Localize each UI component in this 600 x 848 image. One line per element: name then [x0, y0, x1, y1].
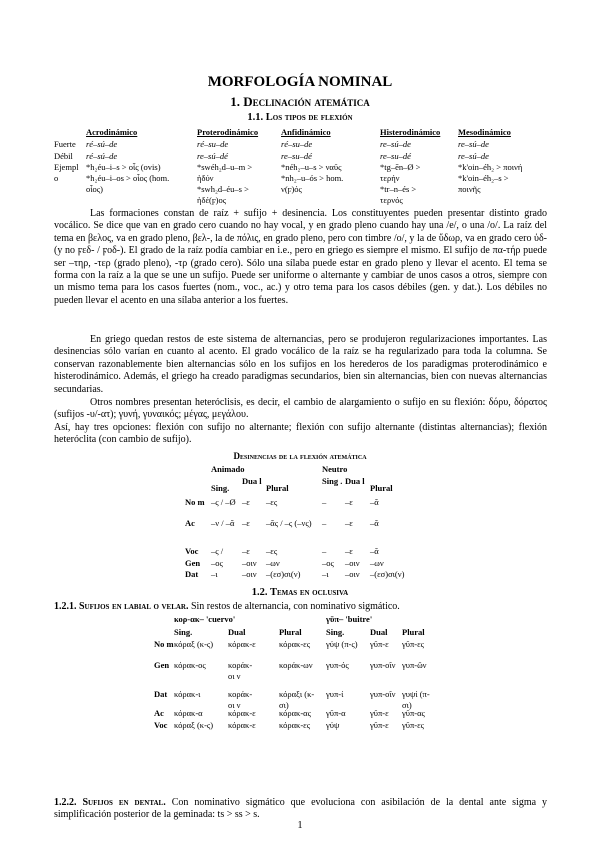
paragraph-2-text: En griego quedan restos de este sistema de alternancias, pero se produjeron regularizaciones importantes. Las desinencias sólo varían en cuanto al acento. El grado vocálico de la raíz se ha regularizado para toda la columna. Se conservan razonablemente bien alternancias sólo en los sufijos en los herederos de los paradigmas proterodinámico e histerodinámico. Además, el griego ha creado paradigmas secundarios, bien sin alternancias, bien con nuevas alternancias secundarias. [54, 334, 547, 395]
des-cell: – [322, 546, 327, 556]
labial-cell: γῦπ-ας [402, 708, 425, 718]
paragraph-3-text: Otros nombres presentan heteróclisis, es decir, el cambio de alargamiento o sufijo en su flexión: δόρυ, δόρατος (sufijos -υ/-ατ); γυνή, γυναικός; μέγας, μεγάλου. [54, 397, 547, 421]
example-4-line-4: τερνός [380, 195, 403, 205]
paragraph-4 [54, 422, 547, 447]
row-label-debil: Débil [54, 151, 73, 161]
des-cell: –ε [345, 546, 353, 556]
des-cell: –ε [242, 546, 250, 556]
word-gyp: γῡπ– 'buitre' [326, 614, 373, 624]
paragraph-1 [54, 208, 547, 307]
group-neutro: Neutro [322, 464, 348, 474]
labial-cell: γύψ [326, 720, 340, 730]
labial-col-header: Plural [279, 627, 302, 637]
row-label-fuerte: Fuerte [54, 139, 76, 149]
des-cell: –ε [242, 497, 250, 507]
labial-cell: κόρακ-ος [174, 660, 206, 670]
page-title: MORFOLOGÍA NOMINAL [207, 74, 393, 90]
cell-fuerte-1: ré–sú–de [86, 139, 118, 149]
des-cell: –ος [322, 558, 334, 568]
labial-cell: κόρακ-ε [228, 708, 256, 718]
labial-cell: κοράκ-ων [279, 660, 313, 670]
row-label-ejemplo: Ejempl [54, 162, 79, 172]
des-cell: –ες [266, 497, 278, 507]
des-cell: –οιν [242, 569, 257, 579]
example-2-line-1: *swéh₂d–u–m > [197, 162, 253, 172]
cell-debil-1: ré–sú–de [86, 151, 118, 161]
labial-cell: γυψί (π-σι) [402, 689, 430, 710]
example-1-line-1: *h₂éu–i–s > οἶς (ovis) [86, 162, 161, 172]
labial-cell: κόρακ-ι [174, 689, 201, 699]
header-anfidinamico: Anfidinámico [281, 127, 331, 137]
cell-fuerte-4: re–sú–de [380, 139, 411, 149]
example-4-line-1: *tg–ēn–Ø > [380, 162, 421, 172]
labial-case-label: No m [154, 639, 174, 649]
des-cell: –(εσ)σι(ν) [370, 569, 405, 579]
des-cell: –ε [345, 518, 353, 528]
des-cell: –οιν [345, 558, 360, 568]
example-2-line-4: ἡδέ(ϝ)ος [197, 195, 227, 205]
subsection-1-2-1 [54, 601, 400, 612]
page-number: 1 [297, 820, 303, 831]
paragraph-3 [54, 397, 547, 422]
des-case-label: Gen [185, 558, 201, 568]
labial-case-label: Gen [154, 660, 170, 670]
word-korak: κορ-ακ– 'cuervo' [174, 614, 236, 624]
example-5-line-3: ποινῆς [458, 184, 481, 194]
labial-cell: κόρακ-ε [228, 720, 256, 730]
labial-cell: γυπ-ῶν [402, 660, 427, 670]
group-animado: Animado [211, 464, 245, 474]
des-case-label: Voc [185, 546, 199, 556]
des-cell: – [322, 518, 327, 528]
subsection-1-2-2-text: Con nominativo sigmático que evoluciona con asibilación de la dental ante sigma y simplificación posterior de la geminada: ts > ss > s. [54, 797, 547, 821]
subsection-1-2-1-text: Sin restos de alternancia, con nominativo sigmático. [190, 601, 400, 612]
des-cell: –ων [370, 558, 384, 568]
col-dual: Dua l [242, 476, 262, 486]
labial-col-header: Plural [402, 627, 425, 637]
example-2-line-2: ἡδύν [197, 173, 214, 183]
labial-cell: κόρακ-ες [279, 639, 311, 649]
des-cell: –ι [322, 569, 329, 579]
labial-cell: κόρακ-ε [228, 639, 256, 649]
des-cell: –ᾰ [370, 546, 379, 556]
labial-cell: κόραξ (κ-ς) [174, 639, 214, 649]
labial-col-header: Dual [370, 627, 388, 637]
labial-cell: γῦπ-ε [370, 720, 389, 730]
labial-cell: κόρακ-ες [279, 720, 311, 730]
labial-cell: κόραξι (κ-σι) [279, 689, 315, 710]
cell-fuerte-2: ré–su–de [197, 139, 229, 149]
des-cell: –ε [345, 497, 353, 507]
labial-col-header: Sing. [174, 627, 193, 637]
example-2-line-3: *swh₂d–éu–s > [197, 184, 249, 194]
des-cell: –ος [211, 558, 223, 568]
des-cell: –οιν [242, 558, 257, 568]
cell-debil-5: re–sú–de [458, 151, 489, 161]
labial-cell: κοράκ-οι ν [228, 689, 253, 710]
labial-case-label: Voc [154, 720, 168, 730]
paragraph-4-text: Así, hay tres opciones: flexión con sufijo no alternante; flexión con sufijo alternante (distintas alternancias); flexión heteróclita (con cambio de sufijo). [54, 422, 547, 446]
labial-cell: κόρακ-ας [279, 708, 311, 718]
labial-col-header: Sing. [326, 627, 345, 637]
header-proterodinamico: Proterodinámico [197, 127, 259, 137]
example-5-line-2: *k'oin–éh₂–s > [458, 173, 509, 183]
header-histerodinamico: Histerodinámico [380, 127, 441, 137]
des-cell: –οιν [345, 569, 360, 579]
subsection-1-2-2 [54, 797, 547, 822]
col-sing: Sing. [211, 483, 230, 493]
des-cell: –(εσ)σι(ν) [266, 569, 301, 579]
labial-cell: κόρακ-α [174, 708, 203, 718]
des-cell: –ς / –Ø [211, 497, 236, 507]
example-3-line-1: *néh₂–u–s > ναῦς [281, 162, 342, 172]
labial-case-label: Ac [154, 708, 164, 718]
example-1-line-2: *h₂éu–i–os > οἶος (hom. [86, 173, 170, 183]
desinencias-title: Desinencias de la flexión atemática [233, 451, 367, 461]
des-cell: –ᾰ [370, 497, 379, 507]
paragraph-2 [54, 334, 547, 396]
subsection-1-2-1-label: 1.2.1. Sufijos en labial o velar. [54, 601, 189, 612]
example-4-line-2: τερήν [380, 173, 400, 183]
des-cell: –ᾰ [370, 518, 379, 528]
des-case-label: Dat [185, 569, 199, 579]
example-3-line-2: *nh₂–u–ós > hom. [281, 173, 344, 183]
example-4-line-3: *tr–n–és > [380, 184, 417, 194]
col-dual-neutro: Dua l [345, 476, 365, 486]
header-mesodinamico: Mesodinámico [458, 127, 511, 137]
labial-cell: γυπ-οῖν [370, 689, 396, 699]
des-cell: –ᾰς / –ς (–νς) [266, 518, 312, 528]
row-label-ejemplo-b: o [54, 173, 59, 183]
labial-cell: κοράκ-οι ν [228, 660, 253, 681]
labial-cell: γυπ-οῖν [370, 660, 396, 670]
labial-case-label: Dat [154, 689, 168, 699]
labial-cell: γύψ (π-ς) [326, 639, 358, 649]
des-case-label: No m [185, 497, 205, 507]
col-plural: Plural [266, 483, 289, 493]
labial-cell: γυπ-ός [326, 660, 349, 670]
cell-fuerte-5: re–sú–de [458, 139, 489, 149]
example-3-line-3: ν(ϝ)ός [281, 184, 302, 194]
des-cell: –ν / –ᾰ [211, 518, 235, 528]
labial-cell: γῦπ-ε [370, 639, 389, 649]
cell-debil-2: re–sú–dé [197, 151, 228, 161]
example-5-line-1: *k'oin–éh₂ > ποινή [458, 162, 523, 172]
des-cell: –ες [266, 546, 278, 556]
labial-cell: γῦπ-α [326, 708, 346, 718]
des-case-label: Ac [185, 518, 195, 528]
labial-cell: γῦπ-ε [370, 708, 389, 718]
col-plural-neutro: Plural [370, 483, 393, 493]
labial-cell: γῦπ-ες [402, 720, 425, 730]
cell-debil-3: re–su–dé [281, 151, 312, 161]
labial-cell: γῦπ-ες [402, 639, 425, 649]
example-1-line-3: οἶος) [86, 184, 103, 194]
labial-cell: γυπ-ί [326, 689, 344, 699]
section-heading-1: 1. Declinación atemática [230, 94, 370, 109]
des-cell: – [322, 497, 327, 507]
des-cell: –ε [242, 518, 250, 528]
des-cell: –ι [211, 569, 218, 579]
des-cell: –ων [266, 558, 280, 568]
labial-cell: κόραξ (κ-ς) [174, 720, 214, 730]
des-cell: –ς / [211, 546, 224, 556]
section-heading-1-1: 1.1. Los tipos de flexión [247, 112, 353, 123]
cell-fuerte-3: ré–su–de [281, 139, 313, 149]
col-sing-neutro: Sing . [322, 476, 343, 486]
header-acrodinamico: Acrodinámico [86, 127, 138, 137]
section-heading-1-2: 1.2. Temas en oclusiva [251, 587, 349, 598]
cell-debil-4: re–su–dé [380, 151, 411, 161]
paragraph-1-text: Las formaciones constan de raíz + sufijo + desinencia. Los constituyentes pueden presentar distinto grado vocálico. Se dice que van en grado cero cuando no hay vocal, y en grado pleno cuando hay una /e/, o una /o/. La raíz del tema en βελος, va en grado pleno, βελ-, la de πόλις, en grado pleno, pero con timbre /o/, y la de ὕδωρ, va en grado cero ὑδ- (y no ϝεδ- / ϝοδ-). El grado de la raíz podía cambiar en i.e., pero en griego es siempre el mismo. El sufijo de πα-τήρ puede ser –τηρ, -τερ (grado pleno), -τρ (grado cero). Sólo una sílaba puede estar en grado pleno y llevar el acento. El tema se forma con la raíz a la que se une un sufijo. Puede ser uniforme o alternante y cambiar de unos casos a otros, siempre con un mismo tema para los casos fuertes (nom., voc., ac.) y otro tema para los casos débiles (gen. y dat.). Los débiles no pueden llevar el acento en una sílaba anterior a los fuertes. [54, 208, 547, 306]
subsection-1-2-2-label: 1.2.2. Sufijos en dental. [54, 797, 166, 808]
labial-col-header: Dual [228, 627, 246, 637]
